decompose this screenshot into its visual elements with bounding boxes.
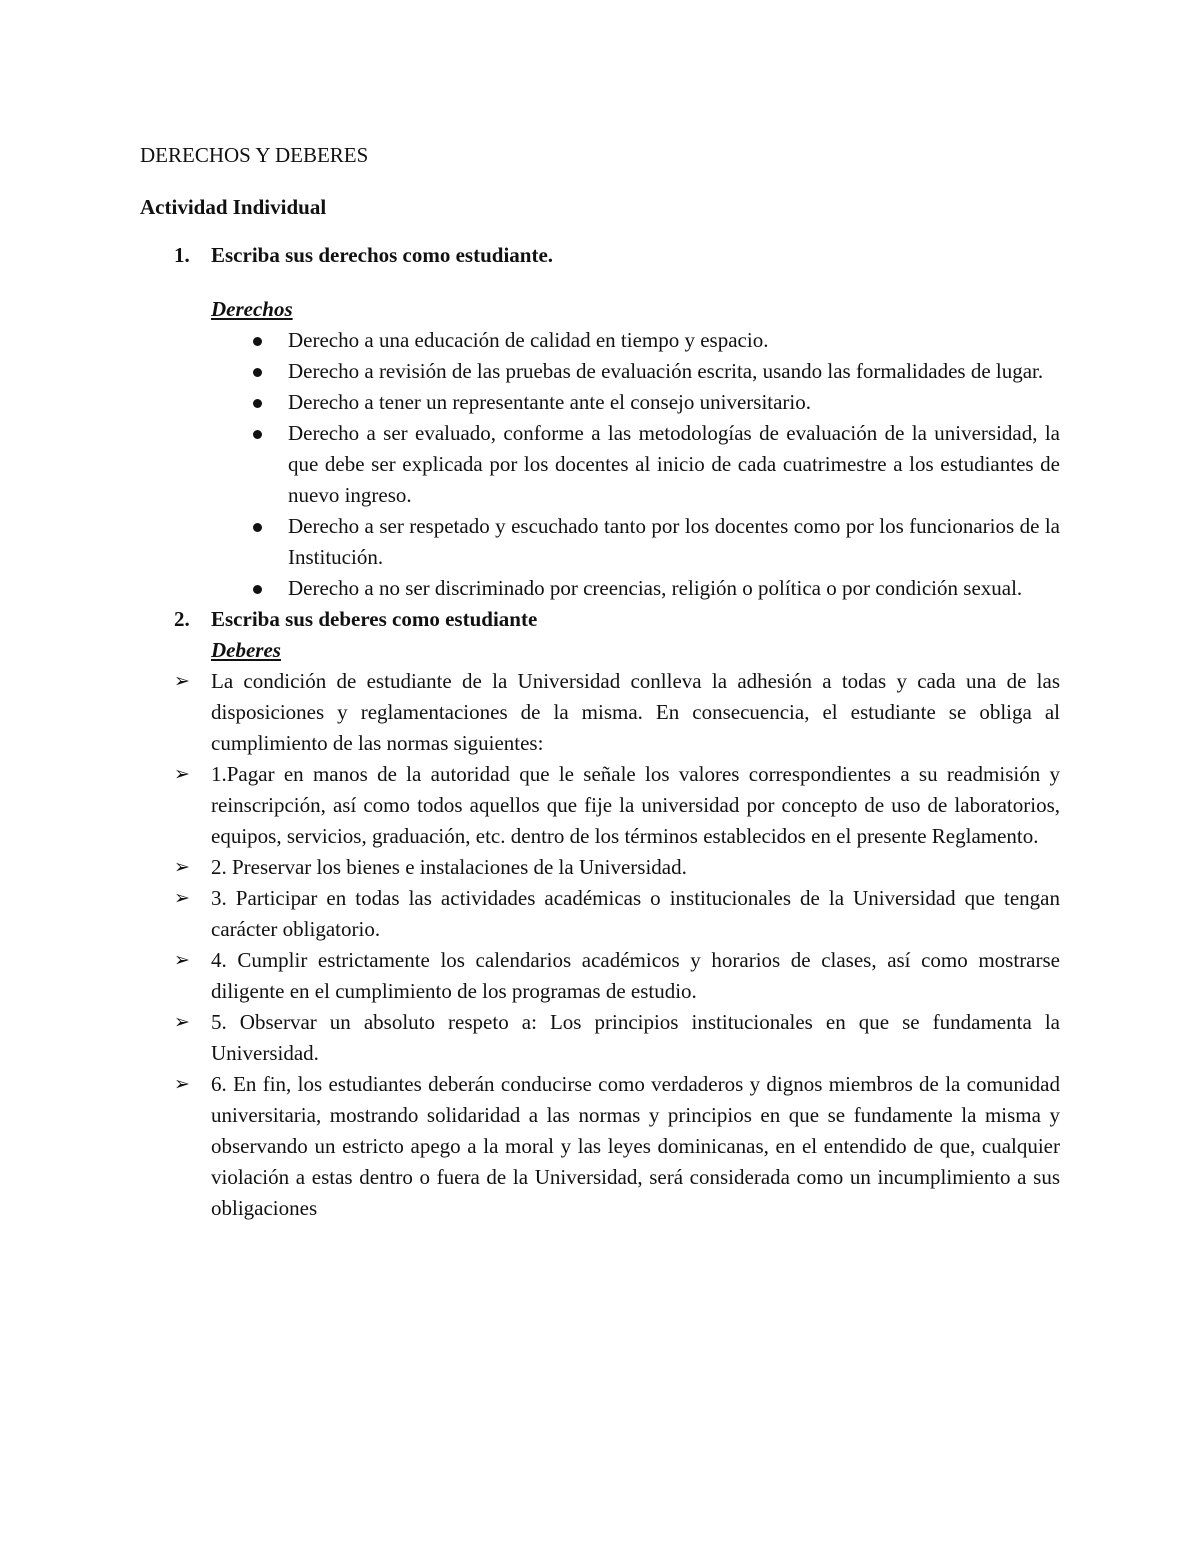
document-title: DERECHOS Y DEBERES xyxy=(140,143,369,167)
list-item xyxy=(140,945,1060,1007)
arrow-bullet-icon: ➢ xyxy=(174,949,190,971)
list-item xyxy=(140,573,1060,604)
list-item-text: 6. En fin, los estudiantes deberán conducirse como verdaderos y dignos miembros de la comunidad universitaria, mostrando solidaridad a las normas y principios en que se fundamente la misma y observando un estricto apego a la moral y las leyes dominicanas, en el entendido de que, cualquier violación a estas dentro o fuera de la Universidad, será considerada como un incumplimiento a sus obligaciones xyxy=(211,1072,1060,1220)
list-item xyxy=(140,1069,1060,1224)
list-item xyxy=(140,387,1060,418)
derechos-list xyxy=(140,325,1060,604)
arrow-bullet-icon: ➢ xyxy=(174,1073,190,1095)
bullet-dot-icon xyxy=(253,368,262,377)
list-item-text: Derecho a ser respetado y escuchado tanto por los docentes como por los funcionarios de la Institución. xyxy=(288,514,1060,569)
list-item-text: 5. Observar un absoluto respeto a: Los principios institucionales en que se fundamenta la Universidad. xyxy=(211,1010,1060,1065)
activity-subtitle: Actividad Individual xyxy=(140,195,327,219)
list-item xyxy=(140,356,1060,387)
deberes-heading: Deberes xyxy=(211,638,281,662)
list-item xyxy=(140,666,1060,759)
question-1-text: Escriba sus derechos como estudiante. xyxy=(211,243,554,267)
bullet-dot-icon xyxy=(253,399,262,408)
list-item-text: La condición de estudiante de la Universidad conlleva la adhesión a todas y cada una de las disposiciones y reglamentaciones de la misma. En consecuencia, el estudiante se obliga al cumplimiento de las normas siguientes: xyxy=(211,669,1060,755)
list-item-text: 1.Pagar en manos de la autoridad que le señale los valores correspondientes a su readmisión y reinscripción, así como todos aquellos que fije la universidad por concepto de uso de laboratorios, equipos, servicios, graduación, etc. dentro de los términos establecidos en el presente Reglamento. xyxy=(211,762,1060,848)
list-item-text: 4. Cumplir estrictamente los calendarios académicos y horarios de clases, así como mostrarse diligente en el cumplimiento de los programas de estudio. xyxy=(211,948,1060,1003)
bullet-dot-icon xyxy=(253,430,262,439)
question-2 xyxy=(140,604,1060,635)
list-item xyxy=(140,511,1060,573)
document-body xyxy=(140,140,1060,1224)
arrow-bullet-icon: ➢ xyxy=(174,856,190,878)
list-item-text: Derecho a una educación de calidad en tiempo y espacio. xyxy=(288,328,769,352)
derechos-heading: Derechos xyxy=(211,297,293,321)
list-item xyxy=(140,418,1060,511)
question-1 xyxy=(140,240,1060,271)
list-item xyxy=(140,1007,1060,1069)
arrow-bullet-icon: ➢ xyxy=(174,1011,190,1033)
list-item xyxy=(140,883,1060,945)
question-2-text: Escriba sus deberes como estudiante xyxy=(211,607,538,631)
question-2-number: 2. xyxy=(174,607,190,631)
list-item-text: Derecho a ser evaluado, conforme a las metodologías de evaluación de la universidad, la que debe ser explicada por los docentes al inicio de cada cuatrimestre a los estudiantes de nuevo ingreso. xyxy=(288,421,1060,507)
list-item xyxy=(140,759,1060,852)
list-item xyxy=(140,325,1060,356)
list-item-text: Derecho a tener un representante ante el consejo universitario. xyxy=(288,390,812,414)
list-item-text: 3. Participar en todas las actividades académicas o institucionales de la Universidad que tengan carácter obligatorio. xyxy=(211,886,1060,941)
list-item-text: Derecho a no ser discriminado por creencias, religión o política o por condición sexual. xyxy=(288,576,1023,600)
list-item-text: 2. Preservar los bienes e instalaciones de la Universidad. xyxy=(211,855,687,879)
deberes-list xyxy=(140,666,1060,1224)
bullet-dot-icon xyxy=(253,585,262,594)
arrow-bullet-icon: ➢ xyxy=(174,763,190,785)
bullet-dot-icon xyxy=(253,337,262,346)
arrow-bullet-icon: ➢ xyxy=(174,887,190,909)
arrow-bullet-icon: ➢ xyxy=(174,670,190,692)
list-item-text: Derecho a revisión de las pruebas de evaluación escrita, usando las formalidades de lugar. xyxy=(288,359,1044,383)
list-item xyxy=(140,852,1060,883)
question-1-number: 1. xyxy=(174,243,190,267)
bullet-dot-icon xyxy=(253,523,262,532)
